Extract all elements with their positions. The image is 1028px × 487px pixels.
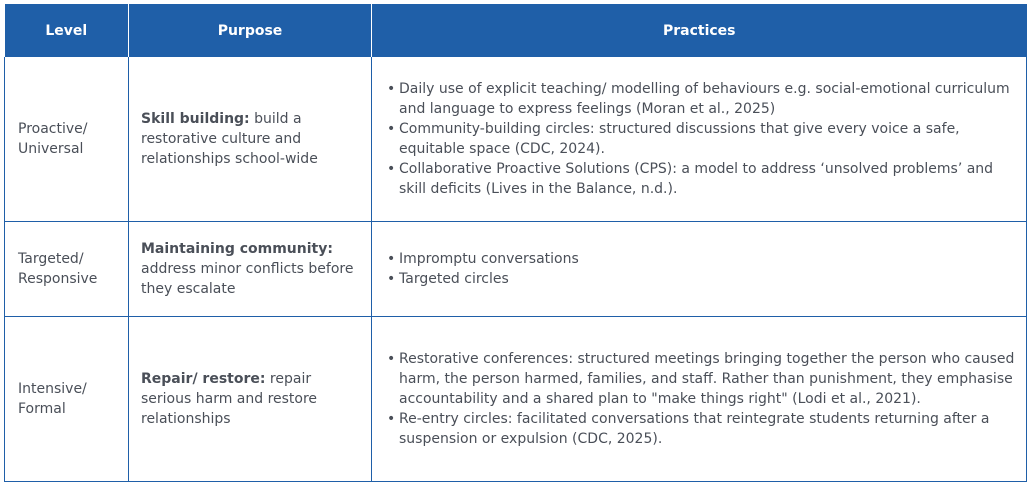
purpose-text: address minor conflicts before they escalate <box>141 260 354 297</box>
table-row <box>5 57 1027 221</box>
purpose-cell <box>129 221 372 316</box>
table-row <box>5 221 1027 316</box>
purpose-cell <box>129 316 372 481</box>
level-line: Proactive/ <box>18 120 88 137</box>
level-line: Formal <box>18 400 66 417</box>
purpose-heading: Maintaining community: <box>141 240 333 257</box>
practice-item: • Restorative conferences: structured meetings bringing together the person who caused harm, the person harmed, families, and staff. Rather than punishment, they emphasise accountability and a shared plan to "make things right" (Lodi et al., 2021). <box>399 349 1016 409</box>
practice-item: • Community-building circles: structured discussions that give every voice a safe, equitable space (CDC, 2024). <box>399 119 1016 159</box>
purpose-text: repair serious harm and restore relationships <box>141 370 318 427</box>
level-line: Universal <box>18 140 84 157</box>
table-row <box>5 316 1027 481</box>
practices-cell <box>372 221 1027 316</box>
practices-list <box>387 79 1016 199</box>
practices-list <box>387 249 1016 289</box>
table-header <box>5 4 1027 57</box>
practices-list <box>387 349 1016 449</box>
practices-cell <box>372 57 1027 221</box>
practice-item: • Targeted circles <box>399 269 1016 289</box>
header-purpose: Purpose <box>129 4 372 57</box>
practices-cell <box>372 316 1027 481</box>
practice-item: • Impromptu conversations <box>399 249 1016 269</box>
practice-item: • Re-entry circles: facilitated conversations that reintegrate students returning after a suspension or expulsion (CDC, 2025). <box>399 409 1016 449</box>
level-line: Intensive/ <box>18 380 87 397</box>
level-cell <box>5 221 129 316</box>
level-cell <box>5 316 129 481</box>
purpose-heading: Skill building: <box>141 110 250 127</box>
practice-item: • Collaborative Proactive Solutions (CPS): a model to address ‘unsolved problems’ and skill deficits (Lives in the Balance, n.d.). <box>399 159 1016 199</box>
purpose-text: build a restorative culture and relationships school-wide <box>141 110 318 167</box>
level-line: Responsive <box>18 270 98 287</box>
level-cell <box>5 57 129 221</box>
level-line: Targeted/ <box>18 250 84 267</box>
purpose-cell <box>129 57 372 221</box>
header-practices: Practices <box>372 4 1027 57</box>
restorative-practices-table <box>4 4 1027 482</box>
header-level: Level <box>5 4 129 57</box>
purpose-heading: Repair/ restore: <box>141 370 266 387</box>
practice-item: • Daily use of explicit teaching/ modelling of behaviours e.g. social-emotional curriculum and language to express feelings (Moran et al., 2025) <box>399 79 1016 119</box>
